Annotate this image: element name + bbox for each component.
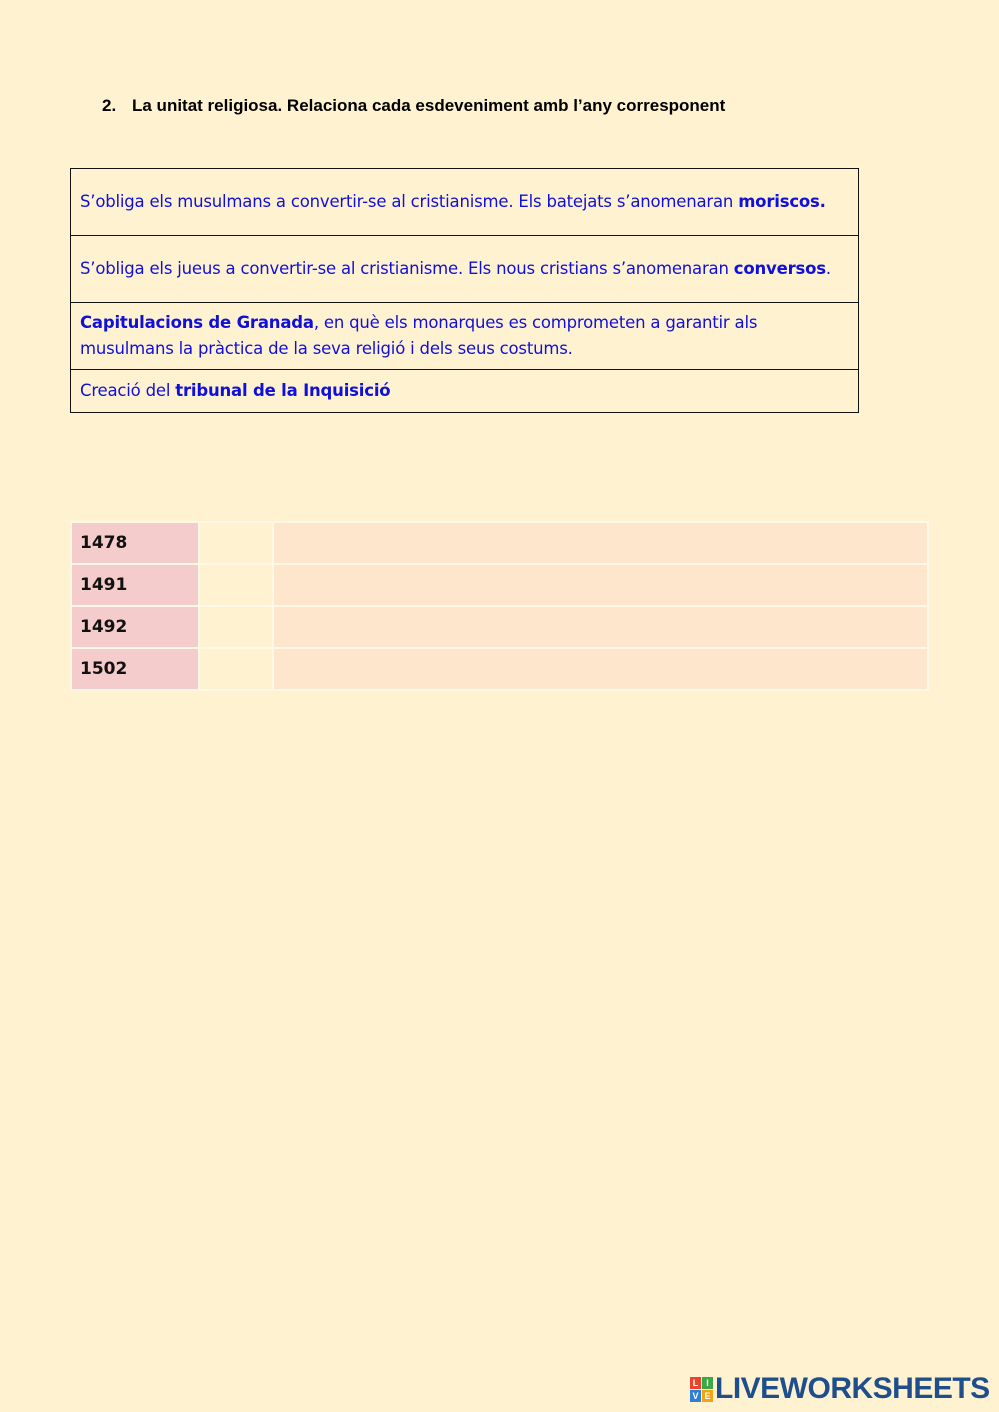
question-heading <box>102 96 725 116</box>
year-row <box>71 648 928 690</box>
event-row <box>71 236 859 303</box>
answer-drop-zone[interactable] <box>273 648 928 690</box>
year-row <box>71 606 928 648</box>
year-label: 1491 <box>71 564 199 606</box>
year-row <box>71 564 928 606</box>
match-slot[interactable] <box>199 522 273 564</box>
year-label: 1492 <box>71 606 199 648</box>
match-slot[interactable] <box>199 564 273 606</box>
logo-mark-tile: E <box>702 1390 713 1402</box>
question-number: 2. <box>102 96 117 115</box>
event-cell: Creació del tribunal de la Inquisició <box>71 370 859 413</box>
events-table <box>70 168 859 413</box>
answer-drop-zone[interactable] <box>273 564 928 606</box>
match-slot[interactable] <box>199 648 273 690</box>
answer-drop-zone[interactable] <box>273 522 928 564</box>
liveworksheets-logo <box>690 1372 990 1406</box>
logo-text: LIVEWORKSHEETS <box>715 1372 990 1405</box>
event-row <box>71 303 859 370</box>
years-table <box>70 521 929 691</box>
event-cell: S’obliga els musulmans a convertir-se al cristianisme. Els batejats s’anomenaran moriscos. <box>71 169 859 236</box>
logo-mark-tile: V <box>690 1390 701 1402</box>
question-text: La unitat religiosa. Relaciona cada esdeveniment amb l’any corresponent <box>132 96 726 115</box>
event-row <box>71 169 859 236</box>
answer-drop-zone[interactable] <box>273 606 928 648</box>
logo-mark-icon <box>690 1377 713 1402</box>
year-row <box>71 522 928 564</box>
year-label: 1478 <box>71 522 199 564</box>
event-cell: S’obliga els jueus a convertir-se al cristianisme. Els nous cristians s’anomenaran conversos. <box>71 236 859 303</box>
logo-mark-tile: L <box>690 1377 701 1389</box>
event-row <box>71 370 859 413</box>
event-cell: Capitulacions de Granada, en què els monarques es comprometen a garantir als musulmans la pràctica de la seva religió i dels seus costums. <box>71 303 859 370</box>
match-slot[interactable] <box>199 606 273 648</box>
logo-mark-tile: I <box>702 1377 713 1389</box>
year-label: 1502 <box>71 648 199 690</box>
